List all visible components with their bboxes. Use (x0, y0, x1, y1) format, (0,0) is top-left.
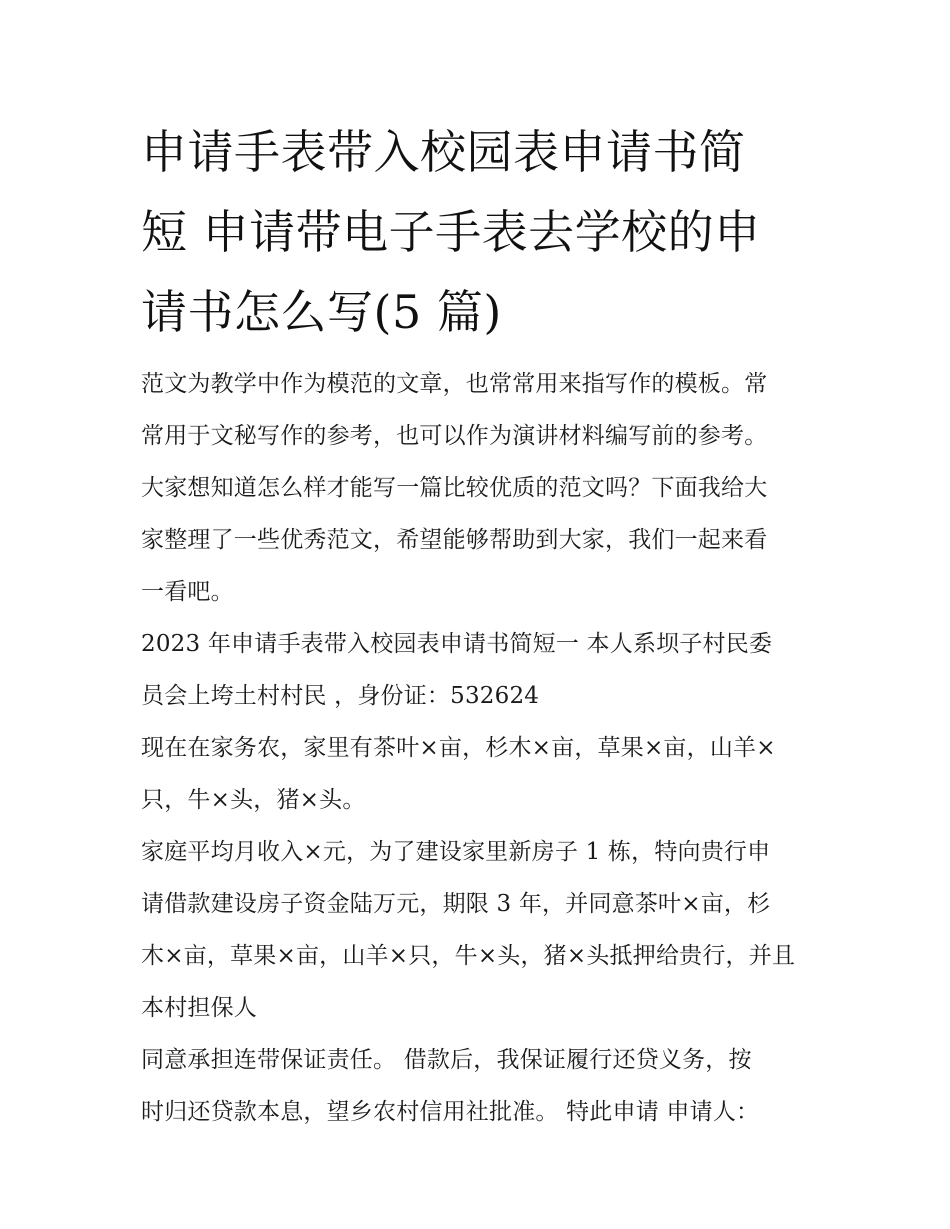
text-line: 请借款建设房子资金陆万元，期限 3 年，并同意茶叶×亩，杉 (141, 891, 771, 917)
text-line: 家整理了一些优秀范文，希望能够帮助到大家，我们一起来看 (141, 527, 768, 553)
text-line: 只，牛×头，猪×头。 (141, 787, 366, 813)
text-line: 大家想知道怎么样才能写一篇比较优质的范文吗？下面我给大 (141, 475, 768, 501)
text-line: 2023 年申请手表带入校园表申请书简短一 本人系坝子村民委 (141, 631, 773, 657)
text-line: 木×亩，草果×亩，山羊×只，牛×头，猪×头抵押给贵行，并且 (141, 943, 796, 969)
body-text (141, 618, 820, 1138)
document-title (141, 112, 820, 352)
title-line: 申请手表带入校园表申请书简 (141, 125, 746, 179)
text-line: 家庭平均月收入×元，为了建设家里新房子 1 栋，特向贵行申 (141, 839, 771, 865)
text-line: 时归还贷款本息，望乡农村信用社批准。 特此申请 申请人： (141, 1099, 760, 1125)
text-line: 同意承担连带保证责任。 借款后，我保证履行还贷义务，按 (141, 1047, 752, 1073)
title-line: 请书怎么写(5 篇) (141, 285, 502, 339)
text-line: 一看吧。 (141, 579, 234, 605)
text-line: 常用于文秘写作的参考，也可以作为演讲材料编写前的参考。 (141, 423, 768, 449)
text-line: 现在在家务农，家里有茶叶×亩，杉木×亩，草果×亩，山羊× (141, 735, 776, 761)
intro-paragraph (141, 358, 820, 618)
title-line: 短 申请带电子手表去学校的申 (141, 205, 761, 259)
text-line: 员会上垮土村村民 ，身份证：532624 (141, 683, 540, 709)
text-line: 范文为教学中作为模范的文章，也常常用来指写作的模板。常 (141, 371, 768, 397)
text-line: 本村担保人 (141, 995, 257, 1021)
